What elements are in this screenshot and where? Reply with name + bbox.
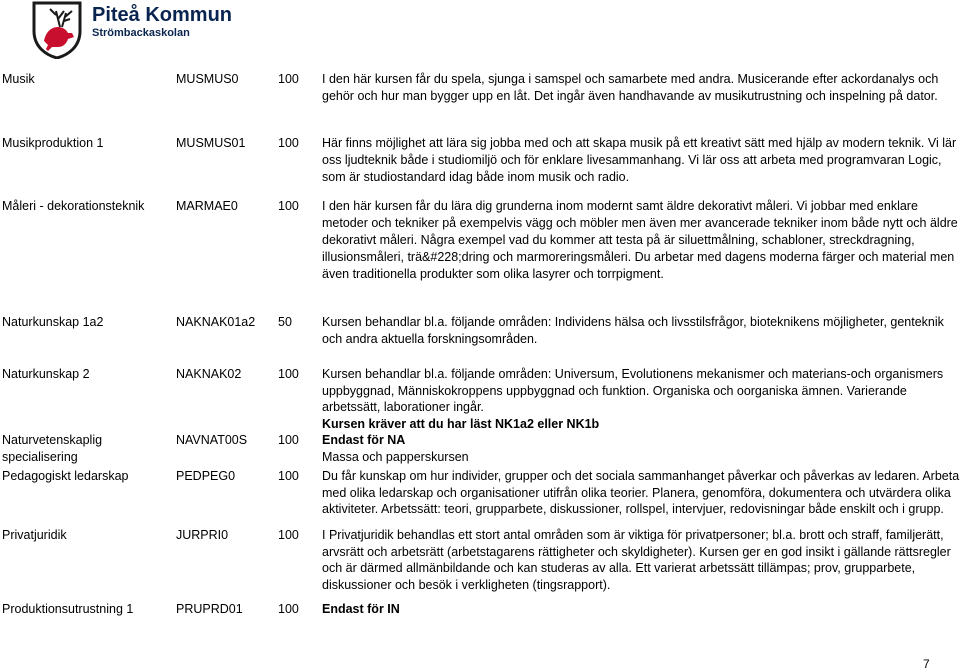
course-description: Här finns möjlighet att lära sig jobba med och att skapa musik på ett kreativt sätt med hjälp av modern teknik. Vi lär oss ljudteknik både i studiomiljö och för enklare livesammanhang. Vi lär oss att arbeta med programvaran Logic, som är studiostandard idag både inom musik och radio.	[322, 136, 957, 184]
course-name: Produktionsutrustning 1	[2, 602, 134, 616]
course-description	[320, 601, 960, 621]
course-code: JURPRI0	[176, 528, 229, 542]
course-description: Endast för NA Massa och papperskursen	[320, 432, 960, 468]
course-code: NAKNAK01a2	[176, 315, 256, 329]
table-row	[0, 527, 960, 601]
course-points: 100	[278, 72, 299, 86]
course-points: 100	[278, 199, 299, 213]
table-row	[0, 468, 960, 527]
table-row	[0, 601, 960, 621]
course-description: I den här kursen får du lära dig grunderna inom modernt samt äldre dekorativt måleri. Vi jobbar med enklare metoder och tekniker på exempelvis vägg och möbler men även mer avancerade tekniker inom både nytt och äldre dekorativt måleri. Några exempel vad du kommer att testa på är siluettmålning, schabloner, streckdragning, illusionsmåleri, trä&#228;dring och marmoreringsmåleri. Du arbetar med dagens moderna färger och material men även traditionella produkter som olika lasyrer och torrpigment.	[322, 199, 958, 281]
course-requirement: Kursen kräver att du har läst NK1a2 eller NK1b	[322, 416, 600, 431]
course-points: 100	[278, 136, 299, 150]
page-header	[0, 0, 960, 60]
course-name: Naturvetenskaplig specialisering	[2, 433, 103, 464]
course-name: Musikproduktion 1	[2, 136, 104, 150]
course-points: 50	[278, 315, 292, 329]
course-name: Musik	[2, 72, 35, 86]
course-requirement: Endast för NA	[322, 433, 406, 447]
course-code: MUSMUS0	[176, 72, 239, 86]
course-points: 100	[278, 528, 299, 542]
table-row	[0, 71, 960, 135]
course-description: Kursen behandlar bl.a. följande områden: Universum, Evolutionens mekanismer och materians-och organismers uppbyggnad, Människokroppens uppbyggnad och funktion. Organiska och oorganiska ämnen. Varierande arbetssätt, laborationer ingår. Kursen kräver att du har läst NK1a2 eller NK1b	[320, 366, 960, 432]
course-name: Pedagogiskt ledarskap	[2, 469, 129, 483]
course-description: I Privatjuridik behandlas ett stort antal områden som är viktiga för privatpersoner; bl.a. brott och straff, familjerätt, arvsrätt och arbetsrätt (arbetstagarens rättigheter och skyldigheter). Kursen ger en god insikt i gällande rättsregler och är därmed allmänbildande och kan studeras av alla. Ett varierat arbetssätt tillämpas; prov, grupparbete, diskussioner och besök i verkligheten (tingsrapport).	[322, 528, 951, 592]
course-code: MARMAE0	[176, 199, 238, 213]
course-description: Du får kunskap om hur individer, grupper och det sociala sammanhanget påverkar och påverkas av ledaren. Arbeta med olika ledarskap och organisationer utifrån olika teorier. Planera, genomföra, dokumentera och utvärdera olika aktiviteter. Arbetssätt: teori, grupparbete, diskussioner, rollspel, intervjuer, redovisningar både enskilt och i grupp.	[322, 469, 960, 516]
org-name: Piteå Kommun	[92, 4, 233, 26]
course-points: 100	[278, 602, 299, 616]
course-code: NAKNAK02	[176, 367, 242, 381]
course-description: I den här kursen får du spela, sjunga i samspel och samarbete med andra. Musicerande efter ackordanalys och gehör och hur man bygger upp en låt. Det ingår även handhavande av musikutrustning och inspelning på dator.	[322, 72, 939, 103]
table-row	[0, 314, 960, 366]
table-row	[0, 135, 960, 198]
course-name: Privatjuridik	[2, 528, 67, 542]
table-row	[0, 366, 960, 432]
pitea-coat-of-arms-icon	[32, 1, 82, 59]
course-points: 100	[278, 469, 299, 483]
course-table	[0, 71, 960, 621]
course-code: PEDPEG0	[176, 469, 236, 483]
table-row	[0, 198, 960, 314]
course-points: 100	[278, 433, 299, 447]
course-description: Kursen behandlar bl.a. följande områden: Individens hälsa och livsstilsfrågor, bioteknikens möjligheter, genteknik och andra aktuella forskningsområden.	[322, 315, 944, 346]
course-code: NAVNAT00S	[176, 433, 248, 447]
school-name: Strömbackaskolan	[92, 27, 190, 39]
course-name: Naturkunskap 2	[2, 367, 90, 381]
course-code: PRUPRD01	[176, 602, 243, 616]
course-name: Naturkunskap 1a2	[2, 315, 104, 329]
course-points: 100	[278, 367, 299, 381]
course-name: Måleri - dekorationsteknik	[2, 199, 145, 213]
table-row	[0, 432, 960, 468]
course-requirement: Endast för IN	[322, 602, 400, 616]
course-code: MUSMUS01	[176, 136, 246, 150]
page-number: 7	[923, 657, 930, 671]
